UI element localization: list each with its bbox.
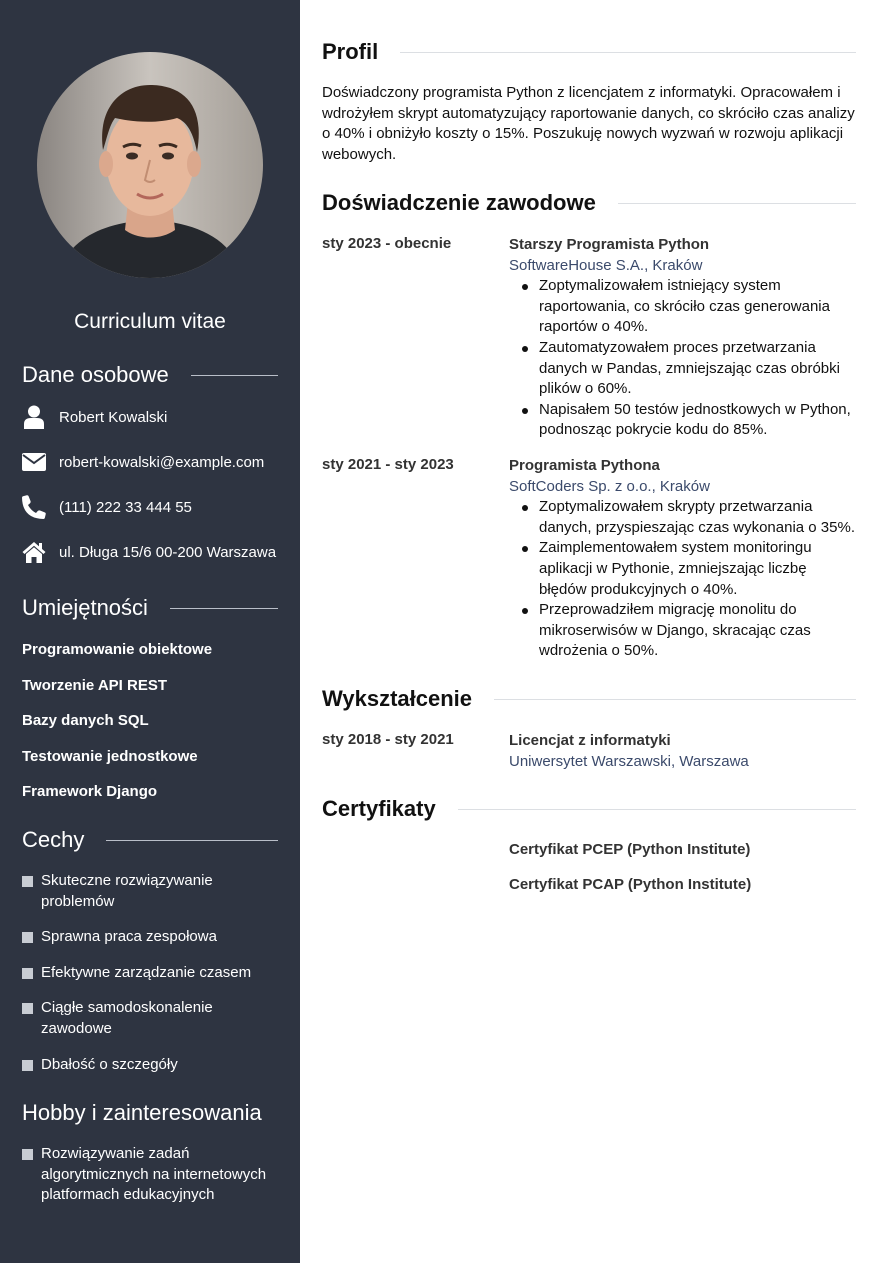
skill-item: Framework Django bbox=[22, 783, 158, 800]
job-bullet: Zautomatyzowałem proces przetwarzania danych w Pandas, zmniejszając czas obróbki plików o 60%. bbox=[509, 338, 856, 400]
experience-section-label: Doświadczenie zawodowe bbox=[322, 190, 596, 215]
job-bullet: Zoptymalizowałem skrypty przetwarzania danych, przyspieszając czas wykonania o 35%. bbox=[509, 497, 856, 538]
contact-address-row bbox=[22, 540, 282, 564]
profile-photo bbox=[37, 52, 263, 278]
section-divider bbox=[191, 375, 278, 376]
education-body bbox=[509, 731, 856, 772]
trait-item bbox=[22, 871, 278, 912]
job-role: Programista Pythona bbox=[509, 457, 660, 474]
contact-name-row bbox=[22, 405, 282, 429]
job-role: Starszy Programista Python bbox=[509, 236, 710, 253]
trait-item bbox=[22, 998, 278, 1039]
job-date: sty 2023 - obecnie bbox=[322, 235, 452, 252]
job-bullet: Zoptymalizowałem istniejący system raportowania, co skróciło czas generowania raportów o 40%. bbox=[509, 276, 856, 338]
personal-section-title bbox=[22, 362, 278, 388]
traits-section-title bbox=[22, 827, 278, 853]
section-divider bbox=[106, 840, 278, 841]
education-section-label: Wykształcenie bbox=[322, 686, 473, 711]
skills-section-label: Umiejętności bbox=[22, 595, 148, 620]
job-company: SoftwareHouse S.A., Kraków bbox=[509, 256, 703, 274]
personal-section-label: Dane osobowe bbox=[22, 362, 169, 387]
education-date: sty 2018 - sty 2021 bbox=[322, 731, 454, 748]
job-date: sty 2021 - sty 2023 bbox=[322, 456, 454, 473]
hobby-text: Rozwiązywanie zadań algorytmicznych na internetowych platformach edukacyjnych bbox=[41, 1145, 267, 1203]
skills-section-title bbox=[22, 595, 278, 621]
profile-section-title bbox=[322, 39, 856, 65]
square-bullet-icon bbox=[22, 1149, 33, 1160]
skill-item: Tworzenie API REST bbox=[22, 677, 168, 694]
trait-item bbox=[22, 963, 278, 984]
envelope-icon bbox=[22, 450, 46, 474]
certificate-item: Certyfikat PCAP (Python Institute) bbox=[509, 876, 752, 893]
square-bullet-icon bbox=[22, 1003, 33, 1014]
contact-address: ul. Długa 15/6 00-200 Warszawa bbox=[59, 543, 277, 561]
section-divider bbox=[458, 809, 856, 810]
job-bullet: Przeprowadziłem migrację monolitu do mikroserwisów w Django, skracając czas wdrożenia o 50%. bbox=[509, 600, 856, 662]
home-icon bbox=[22, 540, 46, 564]
education-degree: Licencjat z informatyki bbox=[509, 732, 671, 749]
square-bullet-icon bbox=[22, 1060, 33, 1071]
phone-icon bbox=[22, 495, 46, 519]
certificates-section-title bbox=[322, 796, 856, 822]
experience-section-title bbox=[322, 190, 856, 216]
job-bullets bbox=[509, 497, 856, 662]
job-body bbox=[509, 235, 856, 441]
certificates-section-label: Certyfikaty bbox=[322, 796, 436, 821]
section-divider bbox=[494, 699, 856, 700]
user-icon bbox=[22, 405, 46, 429]
job-bullet: Napisałem 50 testów jednostkowych w Python, podnosząc pokrycie kodu do 85%. bbox=[509, 400, 856, 441]
square-bullet-icon bbox=[22, 932, 33, 943]
trait-text: Dbałość o szczegóły bbox=[41, 1056, 178, 1073]
section-divider bbox=[170, 608, 278, 609]
hobbies-section-title bbox=[22, 1100, 278, 1126]
trait-text: Sprawna praca zespołowa bbox=[41, 928, 217, 945]
profile-summary: Doświadczony programista Python z licencjatem z informatyki. Opracowałem i wdrożyłem skrypt automatyzujący raportowanie danych, co skróciło czas analizy o 40% i obniżyło koszty o 15%. Poszukuję nowych wyzwań w rozwoju aplikacji webowych. bbox=[322, 84, 855, 163]
hobby-item bbox=[22, 1144, 278, 1206]
section-divider bbox=[400, 52, 856, 53]
profile-section-label: Profil bbox=[322, 39, 379, 64]
cv-title: Curriculum vitae bbox=[74, 310, 226, 333]
contact-email-row bbox=[22, 450, 282, 474]
job-body bbox=[509, 456, 856, 662]
education-school: Uniwersytet Warszawski, Warszawa bbox=[509, 752, 749, 770]
trait-text: Ciągłe samodoskonalenie zawodowe bbox=[41, 999, 213, 1037]
profile-photo-image bbox=[37, 52, 263, 278]
traits-section-label: Cechy bbox=[22, 827, 85, 852]
job-bullet: Zaimplementowałem system monitoringu aplikacji w Pythonie, zmniejszając liczbę błędów produkcyjnych o 40%. bbox=[509, 538, 856, 600]
sidebar bbox=[0, 0, 300, 1263]
trait-text: Efektywne zarządzanie czasem bbox=[41, 964, 252, 981]
trait-text: Skuteczne rozwiązywanie problemów bbox=[41, 872, 213, 910]
contact-name: Robert Kowalski bbox=[59, 408, 168, 426]
trait-item bbox=[22, 927, 278, 948]
trait-item bbox=[22, 1055, 278, 1076]
education-section-title bbox=[322, 686, 856, 712]
certificate-item: Certyfikat PCEP (Python Institute) bbox=[509, 841, 751, 858]
square-bullet-icon bbox=[22, 968, 33, 979]
square-bullet-icon bbox=[22, 876, 33, 887]
section-divider bbox=[618, 203, 856, 204]
job-company: SoftCoders Sp. z o.o., Kraków bbox=[509, 477, 710, 495]
skill-item: Bazy danych SQL bbox=[22, 712, 149, 729]
contact-email[interactable]: robert-kowalski@example.com bbox=[59, 453, 265, 471]
contact-phone: (111) 222 33 444 55 bbox=[59, 498, 192, 516]
contact-phone-row bbox=[22, 495, 282, 519]
job-bullets bbox=[509, 276, 856, 441]
skill-item: Testowanie jednostkowe bbox=[22, 748, 198, 765]
skill-item: Programowanie obiektowe bbox=[22, 641, 213, 658]
hobbies-section-label: Hobby i zainteresowania bbox=[22, 1100, 262, 1125]
